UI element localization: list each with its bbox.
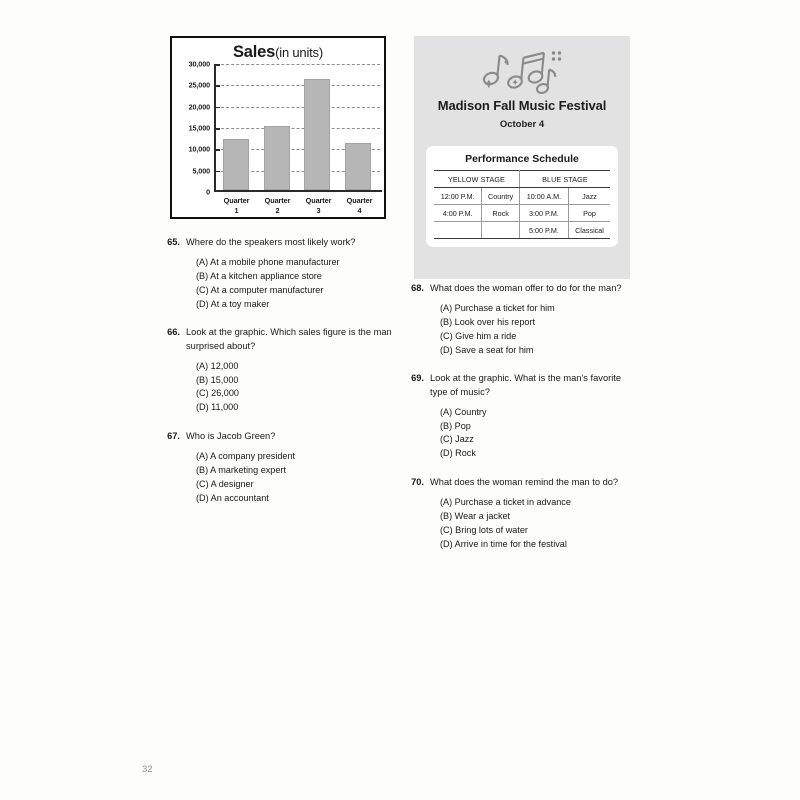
x-axis-tick-label-line: 3 xyxy=(316,205,321,215)
x-axis-tick-label xyxy=(302,196,336,216)
question-body xyxy=(430,476,638,551)
sales-chart-graphic xyxy=(170,36,386,219)
answer-choice[interactable]: (D) Save a seat for him xyxy=(440,344,534,355)
chart-bar xyxy=(345,143,371,190)
schedule-table-head xyxy=(434,171,610,188)
page-number: 32 xyxy=(142,764,153,775)
answer-choice[interactable]: (B) At a kitchen appliance store xyxy=(196,271,322,281)
schedule-cell-yellow-act xyxy=(482,222,520,239)
x-axis-tick-label-line: Quarter xyxy=(305,196,332,205)
question-number: 68. xyxy=(411,283,424,293)
chart-bar xyxy=(304,79,330,190)
schedule-cell-blue-time: 10:00 A.M. xyxy=(519,188,568,205)
question-body xyxy=(430,372,638,461)
question-body xyxy=(186,326,394,415)
question-text: Look at the graphic. What is the man’s favorite type of music? xyxy=(430,373,622,397)
chart-plot-area xyxy=(188,59,378,197)
schedule-header-yellow-stage: YELLOW STAGE xyxy=(434,171,519,188)
answer-choice[interactable]: (D) At a toy maker xyxy=(196,298,270,309)
answer-choice[interactable]: (C) Jazz xyxy=(440,434,474,445)
schedule-cell-blue-act: Pop xyxy=(569,205,611,222)
y-axis-tick-label: 15,000 xyxy=(188,123,210,133)
question-text: Look at the graphic. Which sales figure is the man surprised about? xyxy=(186,327,392,351)
answer-choice[interactable]: (B) A marketing expert xyxy=(196,465,286,476)
question-text: Where do the speakers most likely work? xyxy=(186,237,356,247)
answer-choice[interactable]: (D) An accountant xyxy=(196,492,269,503)
x-axis-tick-label-line: 2 xyxy=(275,205,280,215)
answer-choices xyxy=(430,302,638,357)
question-number: 69. xyxy=(411,373,424,384)
questions-column-right xyxy=(406,282,638,567)
y-axis-tick-label: 30,000 xyxy=(188,59,210,69)
question-number: 67. xyxy=(167,431,180,442)
question-item xyxy=(406,476,638,551)
festival-date: October 4 xyxy=(499,119,545,130)
x-axis-tick-label xyxy=(261,196,295,216)
answer-choices xyxy=(186,360,394,415)
question-body xyxy=(186,430,394,505)
answer-choice[interactable]: (B) Wear a jacket xyxy=(440,511,511,522)
question-text: Who is Jacob Green? xyxy=(186,431,276,442)
answer-choices xyxy=(186,450,394,505)
answer-choice[interactable]: (C) Bring lots of water xyxy=(440,524,528,535)
schedule-cell-yellow-act: Country xyxy=(482,188,520,205)
y-axis-tick-label: 0 xyxy=(206,187,210,197)
answer-choice[interactable]: (A) A company president xyxy=(196,451,296,462)
schedule-cell-blue-time: 5:00 P.M. xyxy=(519,222,568,239)
x-axis-labels xyxy=(216,196,380,216)
question-item xyxy=(406,282,638,357)
x-axis-tick-label-line: Quarter xyxy=(264,196,291,205)
schedule-header-row xyxy=(434,171,610,188)
chart-bar xyxy=(264,126,290,190)
y-axis-tick-label: 10,000 xyxy=(188,144,210,154)
y-axis-tick-label: 5,000 xyxy=(192,166,210,176)
answer-choice[interactable]: (D) Arrive in time for the festival xyxy=(440,538,567,549)
answer-choices xyxy=(186,256,394,311)
x-axis-tick-label-line: 1 xyxy=(234,205,239,215)
performance-schedule-card xyxy=(426,146,618,247)
answer-choices xyxy=(430,406,638,461)
question-body xyxy=(186,236,394,311)
chart-bars xyxy=(216,64,378,190)
question-item xyxy=(162,430,394,505)
question-text: What does the woman offer to do for the man? xyxy=(430,283,622,293)
question-text: What does the woman remind the man to do? xyxy=(430,477,619,488)
answer-choice[interactable]: (C) A designer xyxy=(196,478,254,489)
festival-title: Madison Fall Music Festival xyxy=(437,98,607,113)
question-item xyxy=(406,372,638,461)
question-body xyxy=(430,282,638,357)
x-axis-tick-label-line: 4 xyxy=(357,205,362,215)
answer-choice[interactable]: (A) 12,000 xyxy=(196,360,239,371)
schedule-table xyxy=(434,170,610,239)
schedule-cell-yellow-time: 4:00 P.M. xyxy=(434,205,482,222)
schedule-cell-blue-act: Classical xyxy=(569,222,611,239)
schedule-title: Performance Schedule xyxy=(465,153,579,165)
y-axis-tick-label: 25,000 xyxy=(188,80,210,90)
x-axis-tick-label-line: Quarter xyxy=(223,196,250,205)
answer-choice[interactable]: (B) Pop xyxy=(440,420,471,431)
question-number: 66. xyxy=(167,327,180,338)
answer-choice[interactable]: (B) Look over his report xyxy=(440,317,536,327)
answer-choice[interactable]: (A) Purchase a ticket in advance xyxy=(440,497,571,508)
schedule-table-body xyxy=(434,188,610,239)
x-axis xyxy=(214,190,382,192)
answer-choice[interactable]: (C) Give him a ride xyxy=(440,330,517,341)
questions-column-left xyxy=(162,236,394,521)
x-axis-tick-label-line: Quarter xyxy=(346,196,373,205)
answer-choice[interactable]: (B) 15,000 xyxy=(196,374,239,385)
y-axis-tick-label: 20,000 xyxy=(188,102,210,112)
schedule-row xyxy=(434,222,610,239)
schedule-header-blue-stage: BLUE STAGE xyxy=(519,171,610,188)
music-notes-icon xyxy=(479,44,565,96)
schedule-row xyxy=(434,205,610,222)
answer-choice[interactable]: (D) 11,000 xyxy=(196,402,239,413)
question-number: 65. xyxy=(167,237,180,247)
x-axis-tick-label xyxy=(220,196,254,216)
answer-choices xyxy=(430,496,638,551)
answer-choice[interactable]: (C) 26,000 xyxy=(196,388,239,399)
answer-choice[interactable]: (D) Rock xyxy=(440,448,476,459)
schedule-cell-yellow-act: Rock xyxy=(482,205,520,222)
chart-bar xyxy=(223,139,249,190)
schedule-cell-blue-act: Jazz xyxy=(569,188,611,205)
answer-choice[interactable]: (C) At a computer manufacturer xyxy=(196,284,324,295)
question-number: 70. xyxy=(411,477,424,488)
schedule-cell-blue-time: 3:00 P.M. xyxy=(519,205,568,222)
answer-choice[interactable]: (A) Country xyxy=(440,406,487,417)
schedule-row xyxy=(434,188,610,205)
music-festival-graphic xyxy=(414,36,630,279)
answer-choice[interactable]: (A) At a mobile phone manufacturer xyxy=(196,257,340,268)
x-axis-tick-label xyxy=(343,196,377,216)
chart-title-main: Sales xyxy=(233,43,276,61)
question-item xyxy=(162,326,394,415)
chart-title-sub: (in units) xyxy=(275,45,323,60)
schedule-cell-yellow-time: 12:00 P.M. xyxy=(434,188,482,205)
schedule-cell-yellow-time xyxy=(434,222,482,239)
question-item xyxy=(162,236,394,311)
answer-choice[interactable]: (A) Purchase a ticket for him xyxy=(440,303,555,314)
